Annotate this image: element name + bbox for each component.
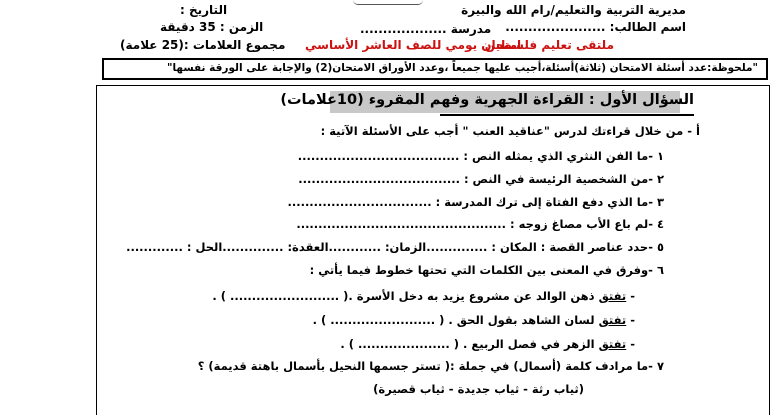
exam-title: امتحان يومي للصف العاشر الأساسي <box>305 38 522 52</box>
date-label: التاريخ : <box>180 3 228 17</box>
forum-label: ملتقى تعليم فلسطين <box>484 38 614 52</box>
logo-arc <box>353 0 423 5</box>
sub-item-2-text: لسان الشاهد بقول الحق . ( ........................ ) . <box>312 313 599 327</box>
part-a-instruction: أ - من خلال قراءتك لدرس "عناقيد العنب " أجب على الأسئلة الآتية : <box>320 124 700 138</box>
total-marks-label: مجموع العلامات :(25 علامة) <box>120 38 286 52</box>
school-field[interactable]: مدرسة ................... <box>360 22 492 36</box>
note-box <box>102 58 768 80</box>
question-item-6: ٦ -وفرق في المعنى بين الكلمات التي تحتها خطوط فيما يأتي : <box>309 263 664 277</box>
question-item-7: ٧ -ما مرادف كلمة (أسمال) في جملة :( تستر جسمها النحيل بأسمال باهتة قديمة) ؟ <box>197 359 664 373</box>
question-item-1: ١ -ما الفن النثري الذي يمثله النص : ..................................... <box>297 149 664 163</box>
question-item-3: ٣ -ما الذي دفع الفتاة إلى ترك المدرسة : ................................. <box>287 195 664 209</box>
sub-item-3-word: تفتق <box>598 337 627 351</box>
sub-item-3: - تفتق الزهر في فصل الربيع . ( ..................... ) . <box>340 337 635 351</box>
sub-item-1-text: ذهن الوالد عن مشروع يزيد به دخل الأسرة .( ......................... ) . <box>212 289 599 303</box>
sub-item-1-word: تفتق <box>598 289 627 303</box>
question-title: السؤال الأول : القراءة الجهرية وفهم المقروء (10علامات) <box>280 92 694 108</box>
answer-options: (ثياب رثة - ثياب جديدة - ثياب قصيرة) <box>373 382 584 396</box>
student-name-field[interactable]: اسم الطالب: ...................... <box>505 20 686 34</box>
question-item-4: ٤ -لم باع الأب مصاغ زوجه : ................................................ <box>296 217 664 231</box>
question-item-2: ٢ -من الشخصية الرئيسة في النص : ..................................... <box>298 172 664 186</box>
sub-item-3-text: الزهر في فصل الربيع . ( ..................... ) . <box>340 337 599 351</box>
question-item-5: ٥ -حدد عناصر القصة : المكان : ..............الزمان: ............العقدة: ..............الحل : ............. <box>126 240 664 254</box>
directorate-label: مديرية التربية والتعليم/رام الله والبيرة <box>461 3 686 17</box>
sub-item-1: - تفتق ذهن الوالد عن مشروع يزيد به دخل الأسرة .( ......................... ) . <box>212 289 635 303</box>
sub-item-2: - تفتق لسان الشاهد بقول الحق . ( ........................ ) . <box>312 313 635 327</box>
question-title-underline <box>440 114 694 116</box>
note-text: "ملحوظة:عدد أسئلة الامتحان (ثلاثة)أسئلة،أجيب عليها جميعاً ،وعدد الأوراق الامتحان(2) والإجابة على الورقة نفسها" <box>166 62 758 74</box>
sub-item-2-word: تفتق <box>598 313 627 327</box>
time-label: الزمن : 35 دقيقة <box>160 20 264 34</box>
